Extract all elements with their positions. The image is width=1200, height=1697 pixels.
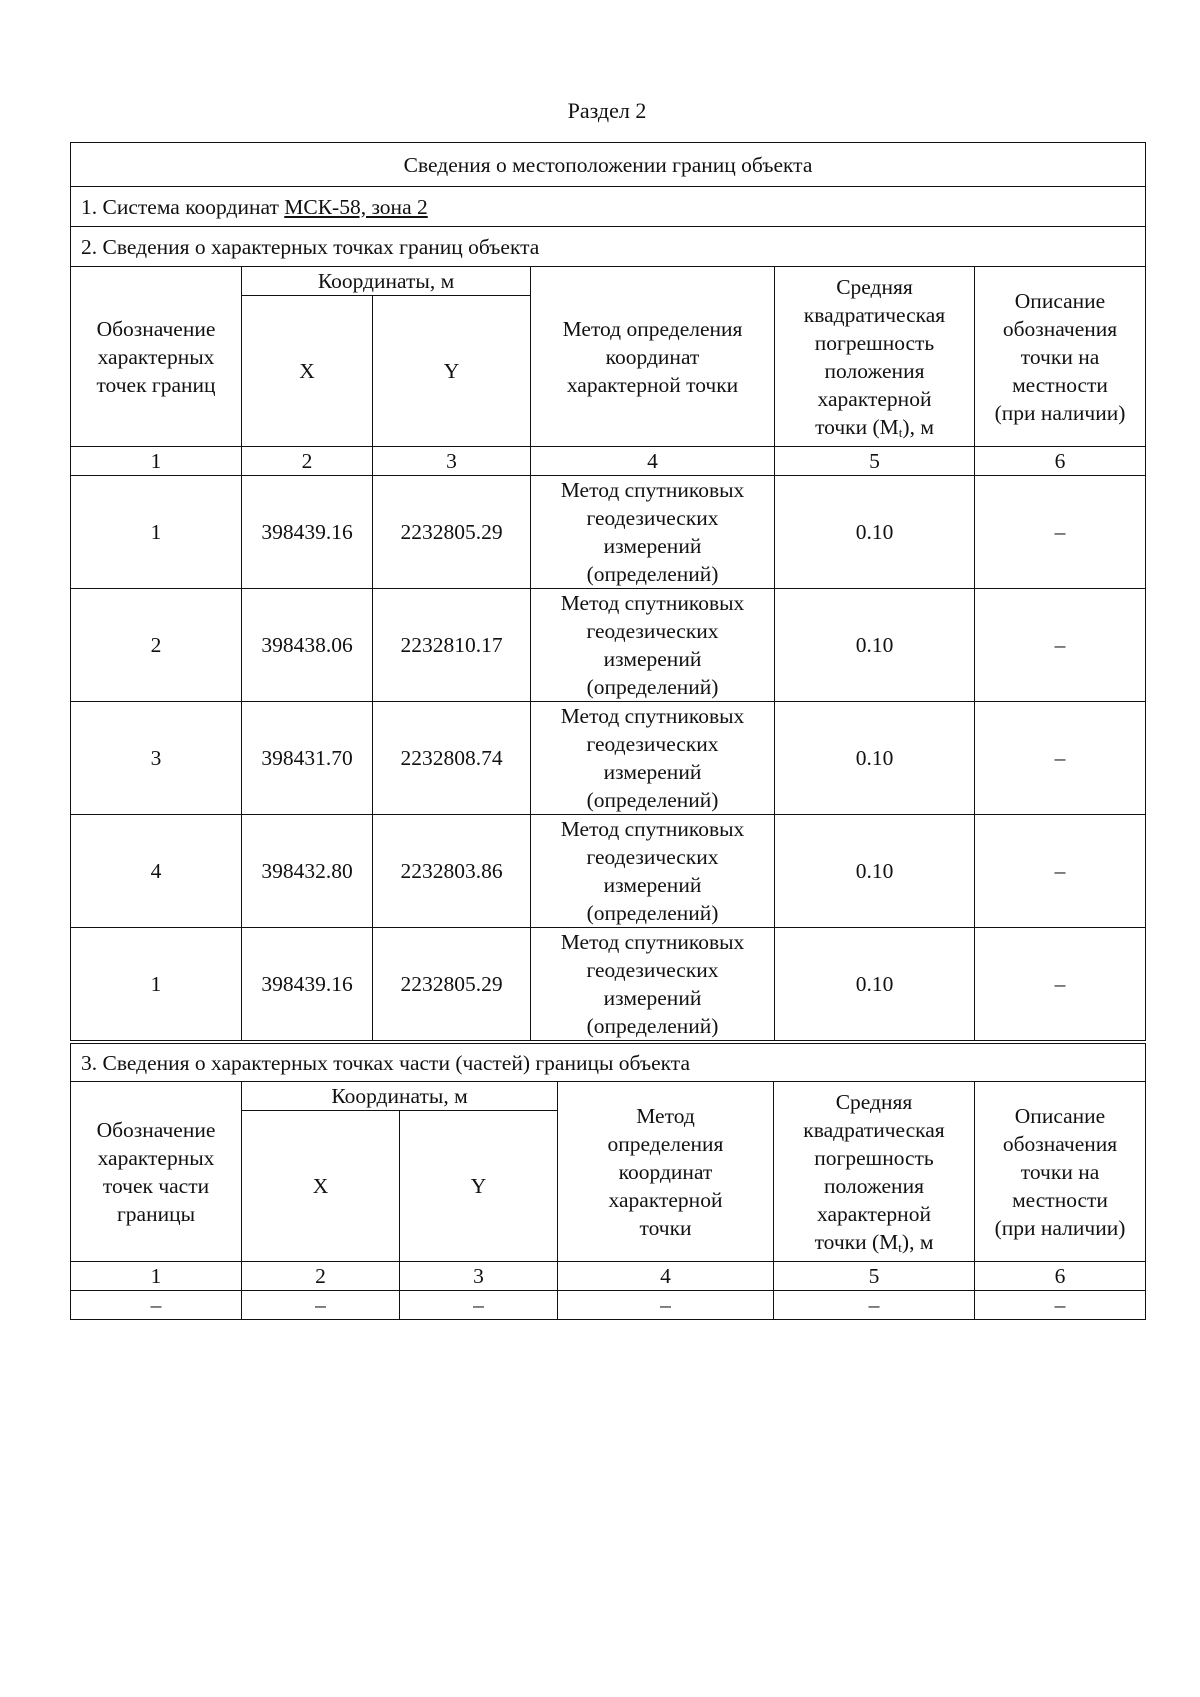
header-point: Обозначение характерных точек части границы — [71, 1082, 242, 1262]
section2-title: 2. Сведения о характерных точках границ объекта — [71, 227, 1146, 267]
table-row: 3 398431.70 2232808.74 Метод спутниковых геодезических измерений (определений) 0.10 – — [71, 702, 1146, 815]
section3-title: 3. Сведения о характерных точках части (частей) границы объекта — [71, 1044, 1146, 1082]
table-row: 4 398432.80 2232803.86 Метод спутниковых геодезических измерений (определений) 0.10 – — [71, 815, 1146, 928]
column-numbers-row: 1 2 3 4 5 6 — [71, 1262, 1146, 1291]
coord-system-value: МСК-58, зона 2 — [284, 194, 428, 219]
header-point: Обозначение характерных точек границ — [71, 267, 242, 447]
header-x: X — [242, 296, 373, 447]
header-x: X — [242, 1111, 400, 1262]
coord-system-row — [71, 187, 1146, 227]
table-row: 2 398438.06 2232810.17 Метод спутниковых геодезических измерений (определений) 0.10 – — [71, 589, 1146, 702]
parts-table — [70, 1043, 1146, 1320]
page-heading: Раздел 2 — [567, 98, 647, 123]
header-y: Y — [373, 296, 531, 447]
header-method: Метод определения координат характерной точки — [558, 1082, 774, 1262]
header-error: Средняя квадратическая погрешность положения характерной точки $(M_t)$, м — [775, 267, 975, 447]
header-description: Описание обозначения точки на местности (при наличии) — [975, 267, 1146, 447]
header-coords: Координаты, м — [242, 1082, 558, 1111]
table-row: 1 398439.16 2232805.29 Метод спутниковых геодезических измерений (определений) 0.10 – — [71, 928, 1146, 1041]
header-error: Средняя квадратическая погрешность положения характерной точки $(M_t)$, м — [774, 1082, 975, 1262]
table-title: Сведения о местоположении границ объекта — [71, 143, 1146, 187]
header-method: Метод определения координат характерной точки — [531, 267, 775, 447]
column-numbers-row: 1 2 3 4 5 6 — [71, 447, 1146, 476]
table-row: – – – – – – — [71, 1291, 1146, 1320]
boundary-table — [70, 142, 1146, 1041]
header-description: Описание обозначения точки на местности (при наличии) — [975, 1082, 1146, 1262]
coord-system-label: 1. Система координат — [81, 194, 285, 219]
table-row: 1 398439.16 2232805.29 Метод спутниковых геодезических измерений (определений) 0.10 – — [71, 476, 1146, 589]
header-coords: Координаты, м — [242, 267, 531, 296]
header-y: Y — [400, 1111, 558, 1262]
